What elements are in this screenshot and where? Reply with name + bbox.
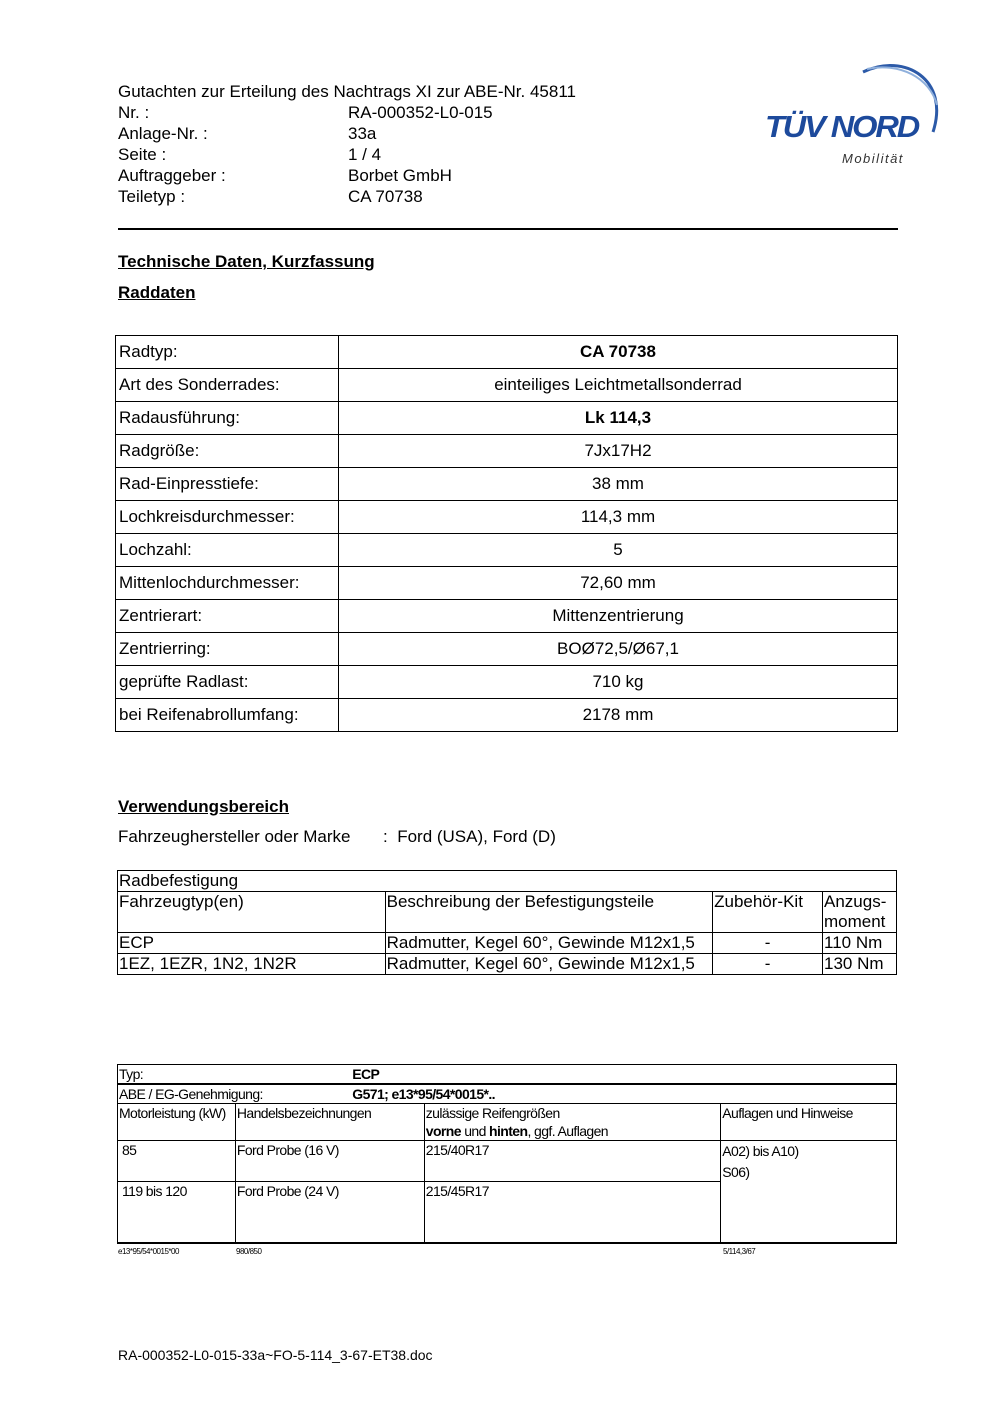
col-header: Fahrzeugtyp(en) [118, 892, 386, 933]
cell-desc: Radmutter, Kegel 60°, Gewinde M12x1,5 [385, 954, 712, 975]
header-divider [118, 228, 898, 230]
typ-label: Typ: [118, 1065, 425, 1085]
maker-sep: : [383, 827, 388, 846]
heading-usage: Verwendungsbereich [118, 797, 289, 816]
maker-value: Ford (USA), Ford (D) [397, 827, 556, 846]
table-row [116, 534, 898, 567]
field-label: Auftraggeber : [118, 166, 226, 185]
field-value: CA 70738 [348, 187, 423, 206]
row-value: 72,60 mm [339, 567, 898, 600]
table-row [116, 567, 898, 600]
reifen-rest: , ggf. Auflagen [527, 1123, 608, 1139]
col-header: Beschreibung der Befestigungsteile [385, 892, 712, 933]
cell-kit: - [713, 954, 823, 975]
field-value: 1 / 4 [348, 145, 382, 164]
row-value: 710 kg [339, 666, 898, 699]
field-nr [118, 102, 493, 123]
row-value: 5 [339, 534, 898, 567]
row-label: Mittenlochdurchmesser: [116, 567, 339, 600]
vehicle-maker [118, 827, 556, 847]
logo-sub: Mobilität [842, 151, 904, 166]
field-label: Anlage-Nr. : [118, 124, 208, 143]
table-row [116, 435, 898, 468]
table-row [116, 402, 898, 435]
field-value: 33a [348, 124, 377, 143]
table-row [116, 600, 898, 633]
table-row [116, 699, 898, 732]
cell-desc: Radmutter, Kegel 60°, Gewinde M12x1,5 [385, 933, 712, 954]
col-header-reifen [424, 1104, 720, 1141]
auflagen-line2: S06) [722, 1164, 750, 1180]
typ-value: ECP [352, 1065, 824, 1085]
maker-label: Fahrzeughersteller oder Marke [118, 827, 351, 846]
abe-value: G571; e13*95/54*0015*.. [352, 1084, 824, 1104]
field-auftraggeber [118, 165, 452, 186]
col-header-auflagen: Auflagen und Hinweise [721, 1104, 897, 1141]
cell-typ: ECP [118, 933, 386, 954]
col-header: Zubehör-Kit [713, 892, 823, 933]
footnote-left: e13*95/54*0015*00 [118, 1247, 179, 1256]
reifen-hinten: hinten [489, 1123, 528, 1139]
cell-handel: Ford Probe (16 V) [235, 1141, 424, 1182]
table-row [116, 369, 898, 402]
abe-label: ABE / EG-Genehmigung: [118, 1084, 425, 1104]
reifen-line1: zulässige Reifengrößen [425, 1105, 560, 1121]
row-value: einteiliges Leichtmetallsonderrad [339, 369, 898, 402]
heading-technical: Technische Daten, Kurzfassung [118, 252, 375, 271]
report-title: Gutachten zur Erteilung des Nachtrags XI zur ABE-Nr. 45811 [118, 82, 576, 101]
row-value: 114,3 mm [339, 501, 898, 534]
table-row [116, 633, 898, 666]
row-label: Art des Sonderrades: [116, 369, 339, 402]
cell-kit: - [713, 933, 823, 954]
raddaten-table [115, 335, 898, 732]
footnote-right: 5/114,3/67 [723, 1247, 756, 1256]
cell-reifen: 215/45R17 [424, 1182, 720, 1243]
row-label: Zentrierart: [116, 600, 339, 633]
table-row [116, 666, 898, 699]
row-value: 7Jx17H2 [339, 435, 898, 468]
row-value: 38 mm [339, 468, 898, 501]
befestigung-table [117, 870, 897, 975]
maker-value-wrap [383, 827, 556, 847]
table-header-row [118, 892, 897, 933]
cell-auflagen [721, 1141, 897, 1243]
col-header: Anzugs-moment [823, 892, 897, 933]
field-label: Teiletyp : [118, 187, 186, 206]
auflagen-line1: A02) bis A10) [722, 1143, 799, 1159]
typ-table [117, 1064, 897, 1244]
table-row [116, 468, 898, 501]
row-value: 2178 mm [339, 699, 898, 732]
cell-motor: 119 bis 120 [118, 1182, 236, 1243]
field-value: Borbet GmbH [348, 166, 452, 185]
row-label: bei Reifenabrollumfang: [116, 699, 339, 732]
field-seite [118, 144, 382, 165]
row-value: Mittenzentrierung [339, 600, 898, 633]
col-header-motor: Motorleistung (kW) [118, 1104, 236, 1141]
row-label: geprüfte Radlast: [116, 666, 339, 699]
row-label: Lochkreisdurchmesser: [116, 501, 339, 534]
col-header-handel: Handelsbezeichnungen [235, 1104, 424, 1141]
table-row [118, 933, 897, 954]
table-header-row [118, 1104, 897, 1141]
row-label: Radausführung: [116, 402, 339, 435]
cell-typ: 1EZ, 1EZR, 1N2, 1N2R [118, 954, 386, 975]
cell-handel: Ford Probe (24 V) [235, 1182, 424, 1243]
row-value: CA 70738 [339, 336, 898, 369]
footnote-mid: 980/850 [236, 1247, 262, 1256]
heading-raddaten: Raddaten [118, 283, 196, 302]
reifen-und: und [460, 1123, 490, 1139]
row-value: BOØ72,5/Ø67,1 [339, 633, 898, 666]
table-row [118, 1141, 897, 1182]
row-label: Rad-Einpresstiefe: [116, 468, 339, 501]
cell-moment: 130 Nm [823, 954, 897, 975]
logo-brand: TÜV NORD [765, 109, 919, 144]
befestigung-title: Radbefestigung [118, 871, 897, 892]
row-value: Lk 114,3 [339, 402, 898, 435]
table-row [116, 501, 898, 534]
table-row [116, 336, 898, 369]
cell-reifen: 215/40R17 [424, 1141, 720, 1182]
field-anlage [118, 123, 377, 144]
field-teiletyp [118, 186, 423, 207]
row-label: Lochzahl: [116, 534, 339, 567]
reifen-vorne: vorne [425, 1123, 461, 1139]
table-row [118, 954, 897, 975]
tuv-nord-logo [765, 60, 945, 170]
field-label: Nr. : [118, 103, 150, 122]
field-label: Seite : [118, 145, 167, 164]
document-filename: RA-000352-L0-015-33a~FO-5-114_3-67-ET38.doc [118, 1347, 433, 1363]
row-label: Radgröße: [116, 435, 339, 468]
cell-motor: 85 [118, 1141, 236, 1182]
row-label: Zentrierring: [116, 633, 339, 666]
cell-moment: 110 Nm [823, 933, 897, 954]
row-label: Radtyp: [116, 336, 339, 369]
field-value: RA-000352-L0-015 [348, 103, 493, 122]
